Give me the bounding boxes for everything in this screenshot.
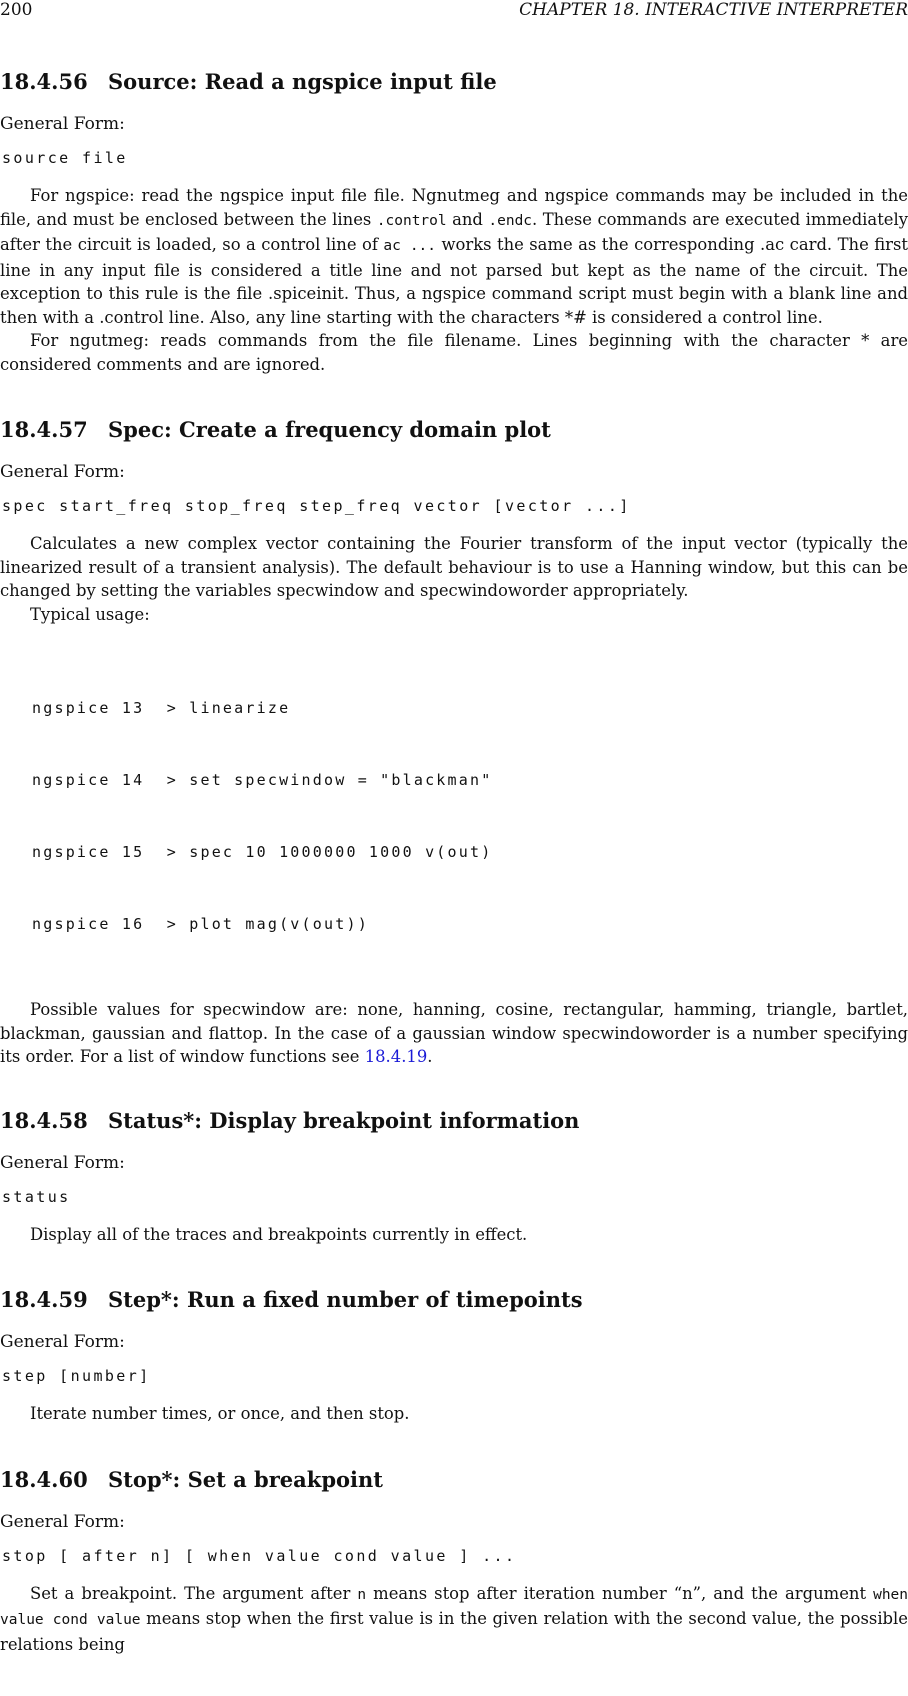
cross-reference-link[interactable]: 18.4.19 (364, 1047, 428, 1066)
paragraph (0, 1582, 908, 1657)
page-header (0, 0, 908, 20)
paragraph: Iterate number times, or once, and then stop. (30, 1404, 410, 1423)
paragraph: For ngutmeg: reads commands from the file filename. Lines beginning with the character * are considered comments and are ignored. (0, 331, 908, 374)
text: Possible values for specwindow are: none, hanning, cosine, rectangular, hamming, triangle, bartlet, blackman, gaussian and flattop. In the case of a gaussian window specwindoworder is a number specifying its order. For a list of window functions see (0, 1000, 908, 1066)
paragraph (0, 998, 908, 1069)
text: . These commands are executed immediately after the circuit is loaded, so a control line of (0, 209, 908, 254)
command-syntax: status (2, 1187, 71, 1206)
section-title: Spec: Create a frequency domain plot (108, 417, 551, 442)
text: For ngspice: read the ngspice input file file. Ngnutmeg and ngspice commands may be included in the file, and must be enclosed between the lines (0, 186, 908, 229)
section-heading (0, 1466, 908, 1494)
paragraph: Display all of the traces and breakpoints currently in effect. (30, 1224, 528, 1244)
running-chapter-title: CHAPTER 18. INTERACTIVE INTERPRETER (519, 0, 908, 20)
text: means stop when the first value is in the given relation with the second value, the possible relations being (0, 1609, 908, 1654)
section-step (0, 1286, 908, 1426)
section-heading (0, 1286, 908, 1314)
general-form-label: General Form: (0, 462, 125, 482)
general-form-label: General Form: (0, 1152, 125, 1173)
section-number: 18.4.58 (0, 1107, 88, 1133)
command-syntax: stop [ after n] [ when value cond value ] ... (2, 1546, 517, 1565)
paragraph: Typical usage: (30, 604, 150, 624)
text: means stop after iteration number “n”, and the argument (366, 1583, 874, 1603)
inline-code: ac ... (383, 238, 437, 254)
section-stop (0, 1466, 908, 1657)
page-content (0, 68, 908, 1696)
inline-code: when value cond value (0, 1586, 908, 1628)
code-line: ngspice 15 > spec 10 1000000 1000 v(out) (32, 843, 493, 861)
inline-code: .endc (488, 212, 533, 229)
section-title: Step*: Run a fixed number of timepoints (108, 1287, 583, 1312)
text: and (446, 209, 489, 229)
command-syntax: spec start_freq stop_freq step_freq vector [vector ...] (2, 497, 631, 515)
section-title: Stop*: Set a breakpoint (108, 1466, 383, 1492)
text: Set a breakpoint. The argument after (30, 1583, 358, 1603)
general-form-label: General Form: (0, 1332, 125, 1352)
section-title: Status*: Display breakpoint information (108, 1107, 580, 1133)
page-number: 200 (0, 0, 33, 20)
code-line: ngspice 13 > linearize (32, 699, 291, 717)
inline-code: n (357, 1586, 367, 1603)
command-syntax: step [number] (2, 1367, 151, 1385)
section-spec (0, 416, 908, 1069)
section-number: 18.4.60 (0, 1466, 88, 1492)
section-number: 18.4.57 (0, 417, 88, 442)
section-number: 18.4.56 (0, 69, 88, 94)
code-line: ngspice 16 > plot mag(v(out)) (32, 915, 369, 933)
text: . (427, 1047, 433, 1066)
section-heading (0, 68, 908, 96)
section-heading (0, 1107, 908, 1135)
command-syntax: source file (2, 149, 128, 167)
section-number: 18.4.59 (0, 1287, 88, 1312)
code-example (32, 648, 908, 984)
code-line: ngspice 14 > set specwindow = "blackman" (32, 771, 493, 789)
text: works the same as the corresponding .ac card. The first line in any input file is considered a title line and not parsed but kept as the name of the circuit. The exception to this rule is the file .spiceinit. Thus, a ngspice command script must begin with a blank line and then with a .control line. Also, any line starting with the characters *# is considered a control line. (0, 235, 908, 327)
section-heading (0, 416, 908, 444)
inline-code: .control (376, 212, 447, 229)
section-source (0, 68, 908, 376)
general-form-label: General Form: (0, 1511, 125, 1532)
paragraph: Calculates a new complex vector containing the Fourier transform of the input vector (typically the linearized result of a transient analysis). The default behaviour is to use a Hanning window, but this can be changed by setting the variables specwindow and specwindoworder appropriately. (0, 534, 908, 600)
general-form-label: General Form: (0, 114, 125, 134)
section-status (0, 1107, 908, 1247)
paragraph (0, 184, 908, 329)
section-title: Source: Read a ngspice input file (108, 69, 497, 94)
